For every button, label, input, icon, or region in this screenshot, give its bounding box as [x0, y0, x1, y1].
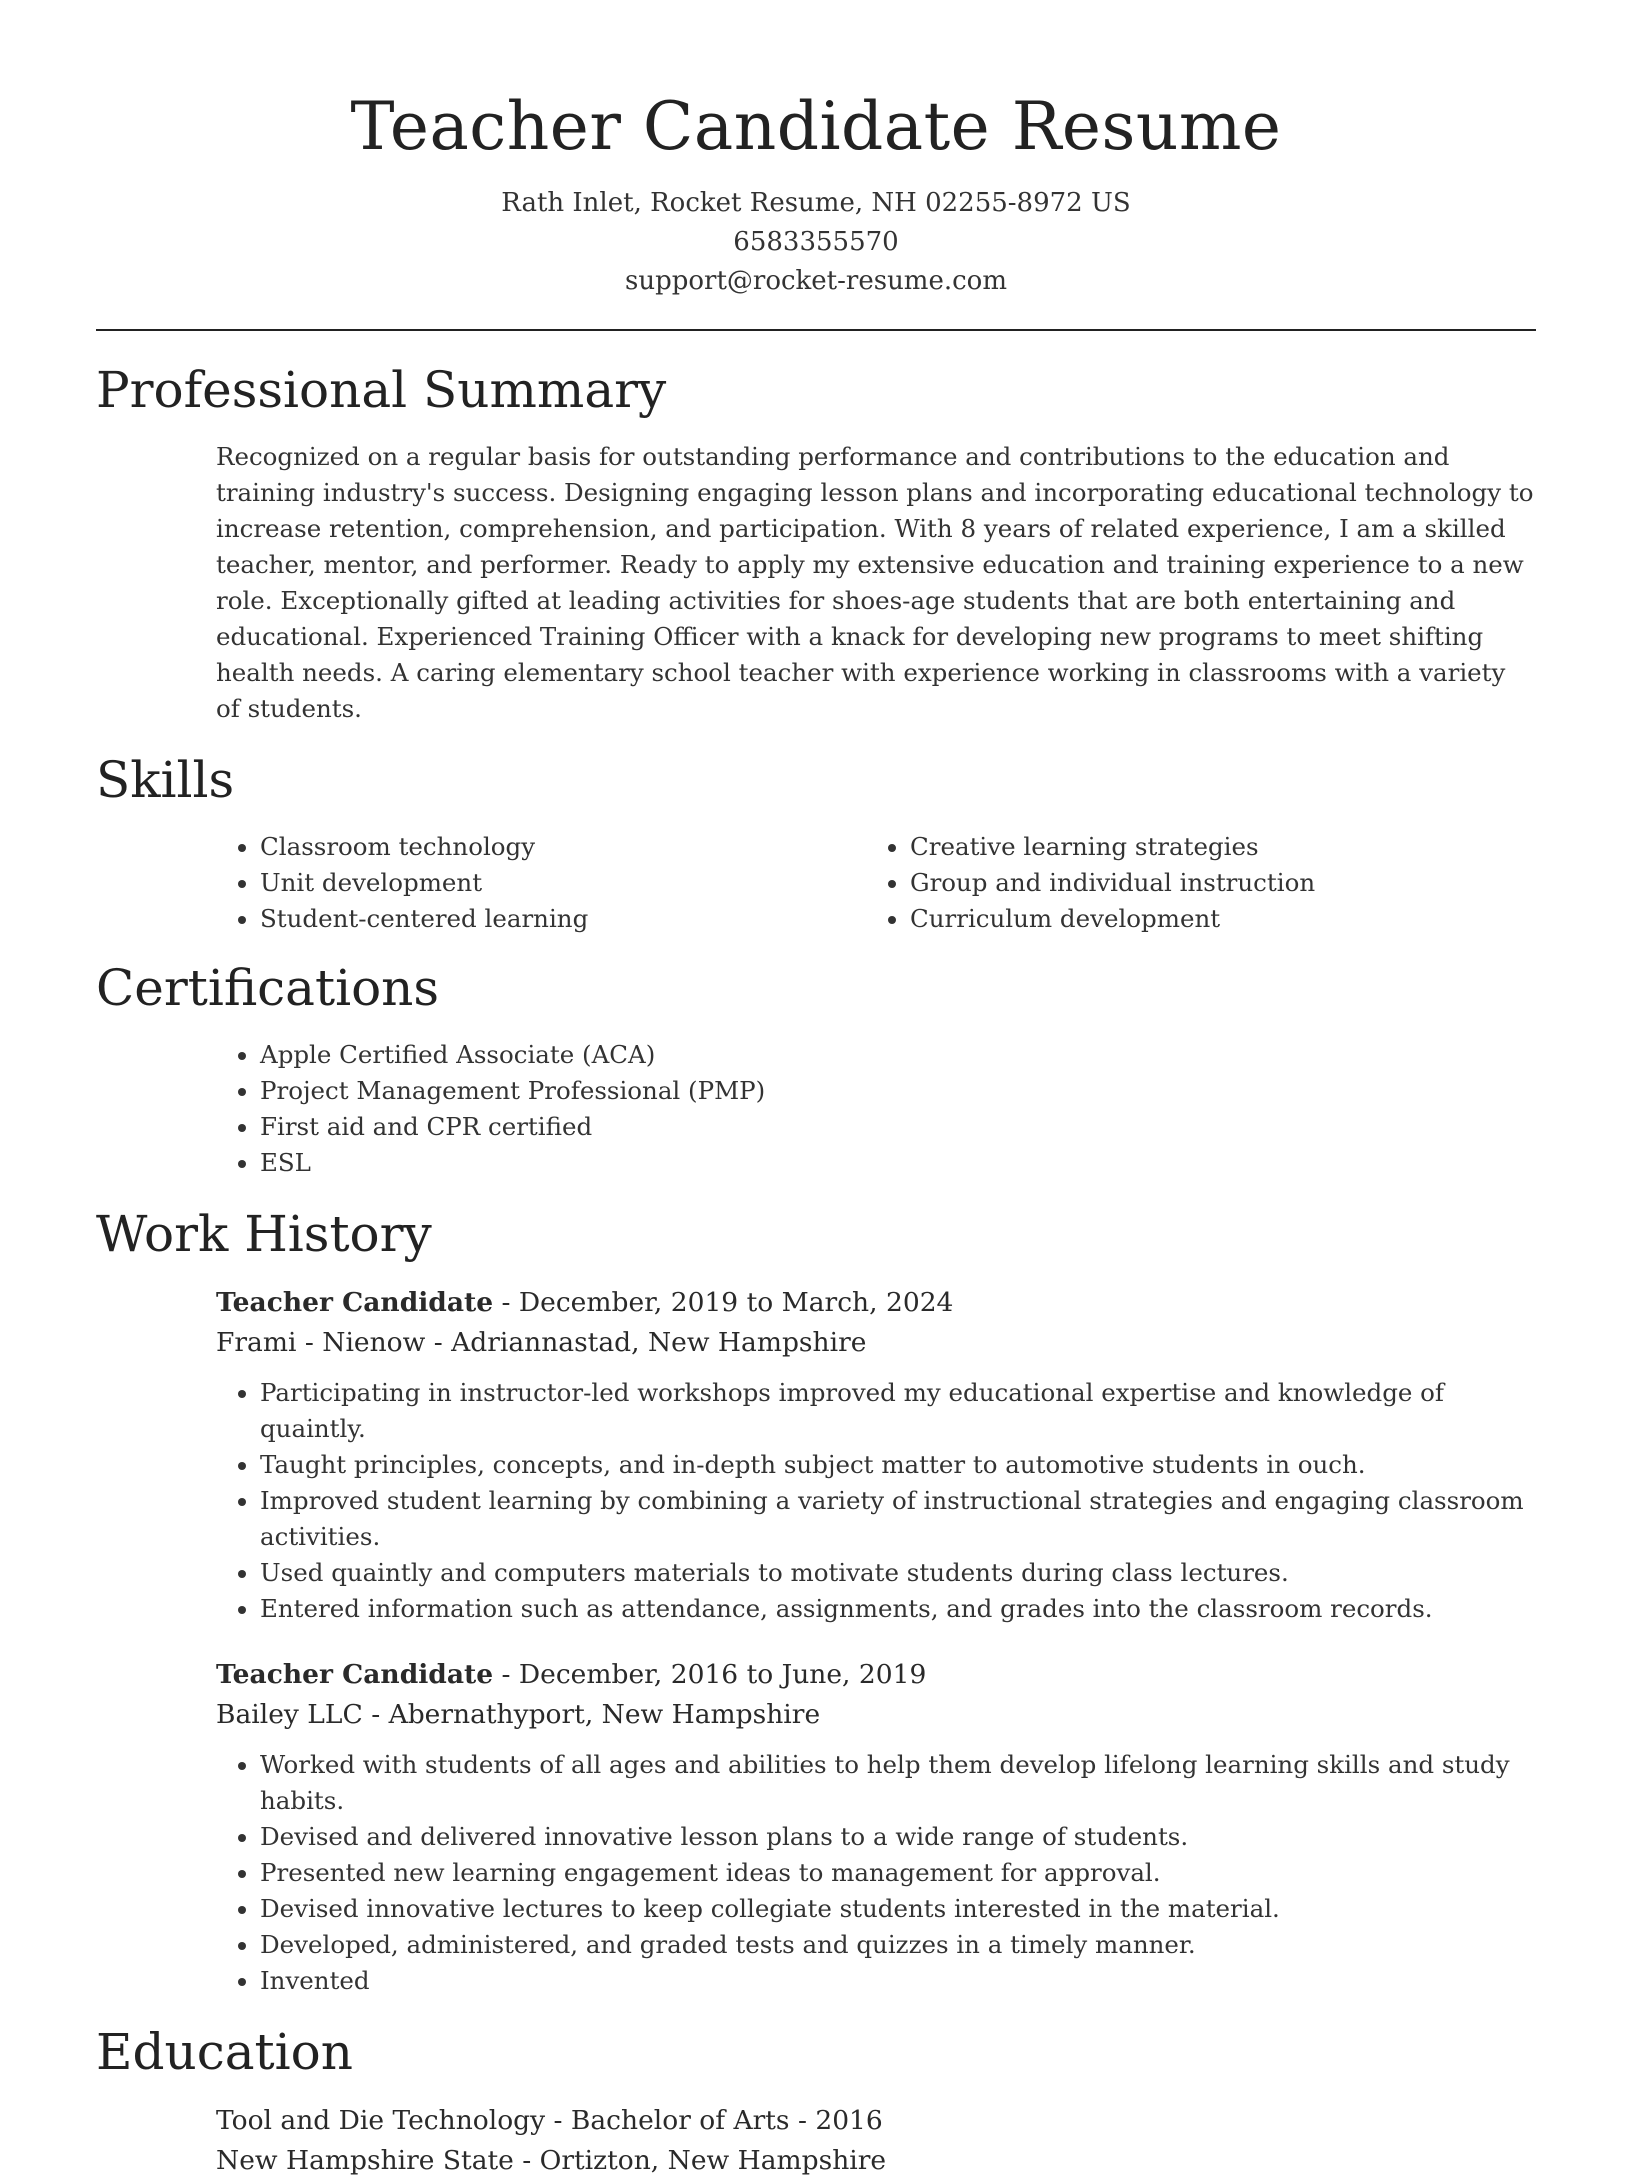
job-role: Teacher Candidate: [216, 1287, 494, 1318]
resume-page: [96, 0, 1536, 2181]
job-entry: [216, 1283, 1536, 1627]
contact-info: [96, 184, 1536, 301]
job-company: Frami - Nienow - Adriannastad, New Hampshire: [216, 1327, 867, 1358]
certification-item: • First aid and CPR certified: [260, 1109, 1536, 1145]
job-duty: • Presented new learning engagement ideas to management for approval.: [260, 1855, 1536, 1891]
certification-item: • Apple Certified Associate (ACA): [260, 1037, 1536, 1073]
job-duty: • Participating in instructor-led workshops improved my educational expertise and knowledge of quaintly.: [260, 1375, 1536, 1447]
job-duties-list: [216, 1375, 1536, 1627]
section-title-work-history: Work History: [96, 1205, 432, 1263]
section-title-certifications: Certifications: [96, 959, 440, 1017]
skill-item: • Unit development: [260, 865, 866, 901]
skill-item: • Creative learning strategies: [910, 829, 1516, 865]
skill-item: • Group and individual instruction: [910, 865, 1516, 901]
certification-item: • Project Management Professional (PMP): [260, 1073, 1536, 1109]
resume-header: [96, 0, 1536, 331]
skills-left-list: [216, 829, 866, 937]
header-divider: [96, 329, 1536, 331]
job-dates: - December, 2016 to June, 2019: [493, 1659, 927, 1690]
skills-right-list: [866, 829, 1516, 937]
education-school: New Hampshire State - Ortizton, New Hampshire: [216, 2145, 887, 2176]
education-entry: [216, 2101, 1536, 2181]
skill-item: • Curriculum development: [910, 901, 1516, 937]
section-title-summary: Professional Summary: [96, 361, 667, 419]
summary-text: Recognized on a regular basis for outstanding performance and contributions to the education and training industry's success. Designing engaging lesson plans and incorporating educational technology to increase retention, comprehension, and participation. With 8 years of related experience, I am a skilled teacher, mentor, and performer. Ready to apply my extensive education and training experience to a new role. Exceptionally gifted at leading activities for shoes-age students that are both entertaining and educational. Experienced Training Officer with a knack for developing new programs to meet shifting health needs. A caring elementary school teacher with experience working in classrooms with a variety of students.: [216, 442, 1534, 723]
job-role: Teacher Candidate: [216, 1659, 494, 1690]
section-title-skills: Skills: [96, 751, 235, 809]
job-duty: • Taught principles, concepts, and in-depth subject matter to automotive students in ouch.: [260, 1447, 1536, 1483]
job-heading: [216, 1283, 1536, 1323]
job-duty: • Developed, administered, and graded tests and quizzes in a timely manner.: [260, 1927, 1536, 1963]
job-company: Bailey LLC - Abernathyport, New Hampshire: [216, 1699, 821, 1730]
email: support@rocket-resume.com: [624, 266, 1007, 296]
skill-item: • Classroom technology: [260, 829, 866, 865]
job-duty: • Worked with students of all ages and abilities to help them develop lifelong learning skills and study habits.: [260, 1747, 1536, 1819]
job-heading: [216, 1655, 1536, 1695]
education-degree: Tool and Die Technology - Bachelor of Arts - 2016: [216, 2105, 883, 2136]
job-duty: • Used quaintly and computers materials to motivate students during class lectures.: [260, 1555, 1536, 1591]
phone: 6583355570: [733, 227, 899, 257]
job-dates: - December, 2019 to March, 2024: [493, 1287, 954, 1318]
job-duty: • Entered information such as attendance, assignments, and grades into the classroom records.: [260, 1591, 1536, 1627]
certifications-list: [216, 1037, 1536, 1181]
job-entry: [216, 1655, 1536, 1999]
certifications-block: [216, 1037, 1536, 1181]
skill-item: • Student-centered learning: [260, 901, 866, 937]
job-duty: • Devised and delivered innovative lesson plans to a wide range of students.: [260, 1819, 1536, 1855]
job-duty: • Devised innovative lectures to keep collegiate students interested in the material.: [260, 1891, 1536, 1927]
address: Rath Inlet, Rocket Resume, NH 02255-8972 US: [501, 188, 1131, 218]
section-title-education: Education: [96, 2023, 353, 2081]
resume-title: Teacher Candidate Resume: [350, 88, 1282, 165]
job-duties-list: [216, 1747, 1536, 1999]
skills-grid: [216, 829, 1536, 937]
certification-item: • ESL: [260, 1145, 1536, 1181]
job-duty: • Improved student learning by combining a variety of instructional strategies and engaging classroom activities.: [260, 1483, 1536, 1555]
job-duty: • Invented: [260, 1963, 1536, 1999]
